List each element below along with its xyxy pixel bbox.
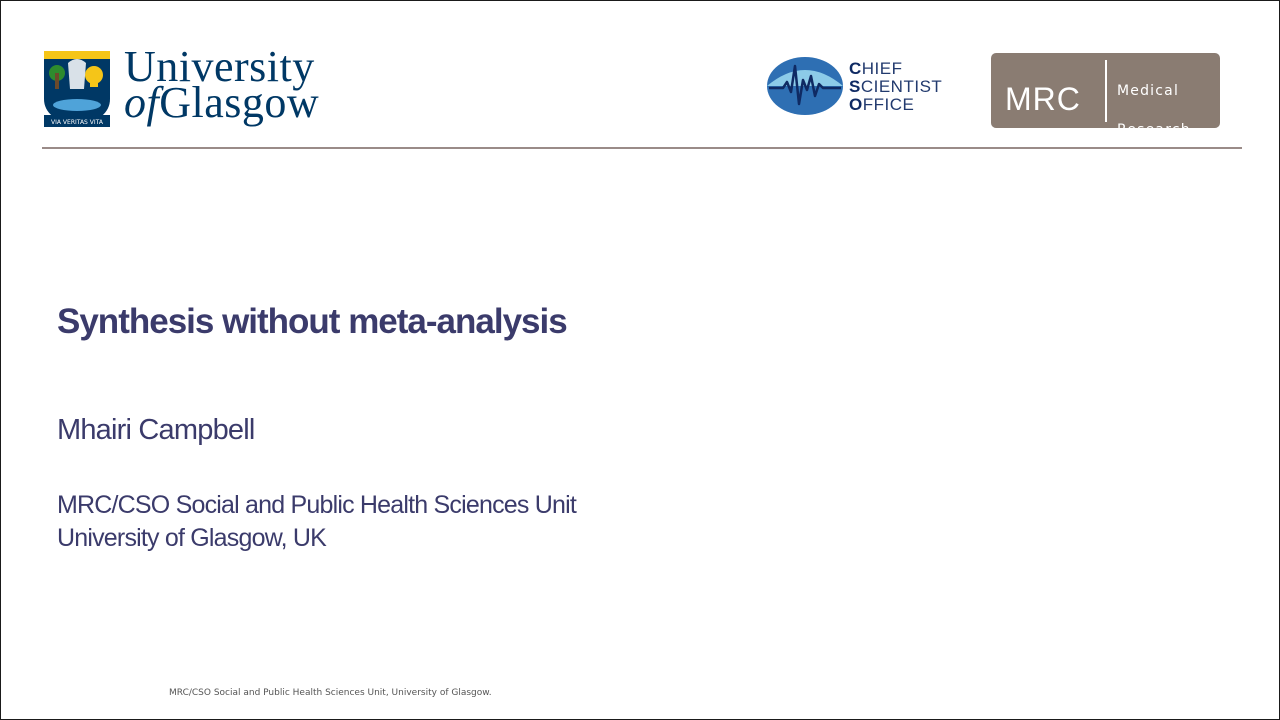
cso-wordmark [849, 60, 942, 114]
author-name: Mhairi Campbell [57, 414, 255, 446]
header-divider [42, 147, 1242, 149]
slide-title: Synthesis without meta-analysis [57, 302, 567, 341]
uog-wordmark-glasgow: Glasgow [159, 78, 320, 127]
chief-scientist-office-logo [765, 56, 975, 118]
affiliation-line-1: MRC/CSO Social and Public Health Sciences Unit [57, 491, 576, 519]
crest-motto: VIA VERITAS VITA [51, 119, 103, 126]
cso-word-scientist: SCIENTIST [849, 77, 943, 96]
university-crest-icon [42, 49, 112, 129]
mrc-full-name: Medical Research Council [1117, 82, 1191, 177]
cso-word-office: OFFICE [849, 95, 915, 114]
author-affiliation [57, 489, 576, 554]
slide-footer: MRC/CSO Social and Public Health Sciences Unit, University of Glasgow. [169, 688, 492, 698]
uog-wordmark-line1: University [124, 42, 315, 91]
heartbeat-globe-icon [765, 56, 845, 116]
uog-wordmark-line2 [124, 77, 319, 128]
cso-word-chief: CHIEF [849, 59, 903, 78]
affiliation-line-2: University of Glasgow, UK [57, 523, 326, 552]
mrc-divider [1105, 60, 1107, 122]
mrc-logo [991, 53, 1220, 177]
university-of-glasgow-logo [42, 42, 382, 129]
uog-wordmark-of: of [124, 78, 160, 127]
mrc-abbreviation: MRC [1005, 81, 1081, 117]
